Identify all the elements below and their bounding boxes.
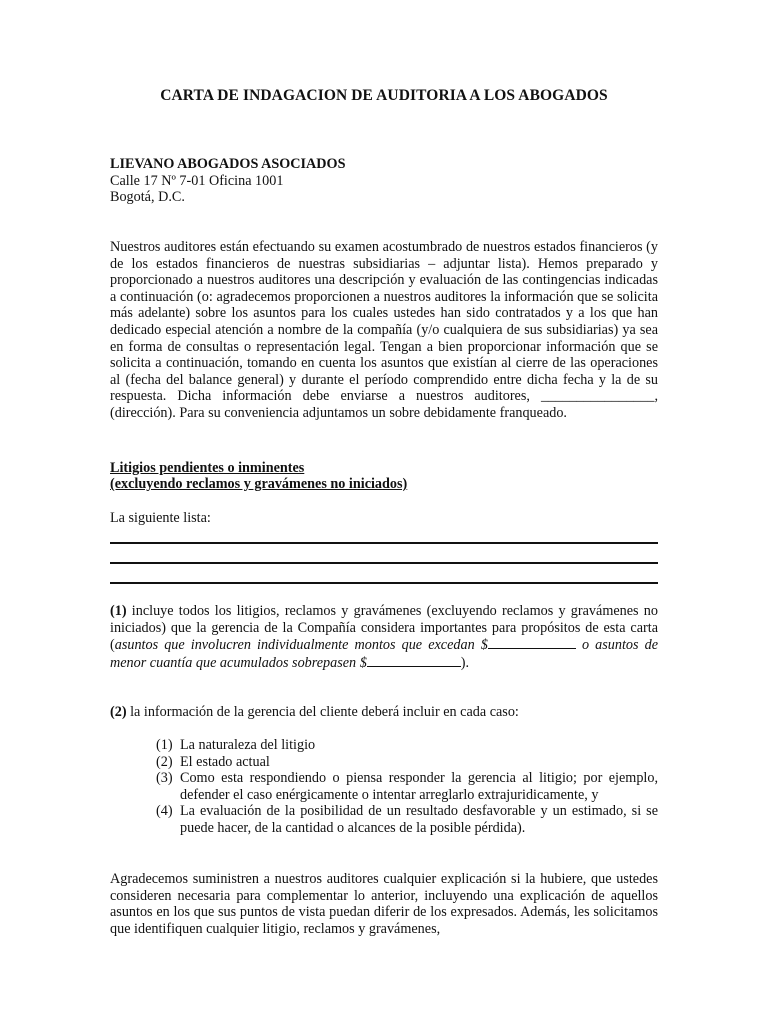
- note-1-marker: (1): [110, 603, 127, 619]
- list-item: [150, 737, 658, 754]
- litigation-info-list: [150, 737, 658, 837]
- list-item: [150, 803, 658, 836]
- note-2-paragraph: [110, 704, 658, 721]
- note-1-italic-a: asuntos que involucren individualmente montos que excedan: [114, 637, 475, 654]
- list-item-number: (3): [156, 770, 173, 787]
- amount-blank-b: [367, 654, 461, 667]
- amount-blank-a: [488, 636, 576, 649]
- note-1-closing: ).: [460, 654, 470, 671]
- section-heading-line1: Litigios pendientes o inminentes: [110, 460, 305, 476]
- document-title: CARTA DE INDAGACION DE AUDITORIA A LOS ABOGADOS: [160, 87, 608, 104]
- list-item-text: Como esta respondiendo o piensa responder la gerencia al litigio; por ejemplo, defender el caso enérgicamente o intentar arreglarlo extrajuridicamente, y: [180, 770, 658, 803]
- firm-name: LIEVANO ABOGADOS ASOCIADOS: [110, 156, 346, 172]
- blank-line-2: [110, 562, 658, 564]
- list-item-text: El estado actual: [180, 753, 270, 770]
- list-item: [150, 770, 658, 803]
- closing-paragraph: Agradecemos suministren a nuestros auditores cualquier explicación si la hubiere, que ustedes consideren necesaria para complementar lo anterior, incluyendo una explicación de aquellos asuntos en los que sus puntos de vista puedan diferir de los expresados. Además, les solicitamos que identifiquen cualquier litigio, reclamos y gravámenes,: [110, 871, 658, 937]
- list-item-number: (4): [156, 803, 173, 820]
- list-item-number: (1): [156, 737, 173, 753]
- list-item-number: (2): [156, 753, 173, 770]
- note-1-italic-b: o asuntos de menor cuantía que acumulados sobrepasen: [110, 637, 659, 671]
- note-1-dollar-a: $: [480, 637, 488, 654]
- blank-line-1: [110, 542, 658, 544]
- list-intro: La siguiente lista:: [110, 510, 211, 526]
- list-item: [150, 754, 658, 771]
- address-block: [110, 156, 658, 206]
- note-2-text: la información de la gerencia del cliente deberá incluir en cada caso:: [126, 704, 519, 720]
- street-address: Calle 17 Nº 7-01 Oficina 1001: [110, 172, 284, 189]
- blank-line-3: [110, 582, 658, 584]
- note-1-paragraph: [110, 603, 658, 671]
- section-heading-line2: (excluyendo reclamos y gravámenes no iniciados): [110, 476, 408, 492]
- city: Bogotá, D.C.: [110, 189, 185, 206]
- list-item-text: La naturaleza del litigio: [180, 737, 316, 753]
- note-1-text: incluye todos los litigios, reclamos y gravámenes (excluyendo reclamos y gravámenes no iniciados) que la gerencia de la Compañía considera importantes para propósitos de esta carta (: [110, 603, 658, 654]
- note-2-marker: (2): [110, 704, 127, 720]
- list-item-text: La evaluación de la posibilidad de un resultado desfavorable y un estimado, si se puede hacer, de la cantidad o alcances de la posible pérdida).: [180, 803, 658, 836]
- note-1-dollar-b: $: [359, 654, 367, 671]
- intro-paragraph: Nuestros auditores están efectuando su examen acostumbrado de nuestros estados financieros (y de los estados financieros de nuestras subsidiarias – adjuntar lista). Hemos preparado y proporcionado a nuestros auditores una descripción y evaluación de las contingencias indicadas a continuación (o: agradecemos proporcionen a nuestros auditores la información que se solicita más adelante) sobre los asuntos para los cuales ustedes han sido contratados y a los que han dedicado especial atención a nombre de la compañía (y/o cualquiera de sus subsidiarias) ya sea en forma de consultas o representación legal. Tengan a bien proporcionar información que se solicita a continuación, tomando en cuenta los asuntos que existían al cierre de las operaciones al (fecha del balance general) y durante el período comprendido entre dicha fecha y la de su respuesta. Dicha información debe enviarse a nuestros auditores, ________________, (dirección). Para su conveniencia adjuntamos un sobre debidamente franqueado.: [110, 239, 658, 421]
